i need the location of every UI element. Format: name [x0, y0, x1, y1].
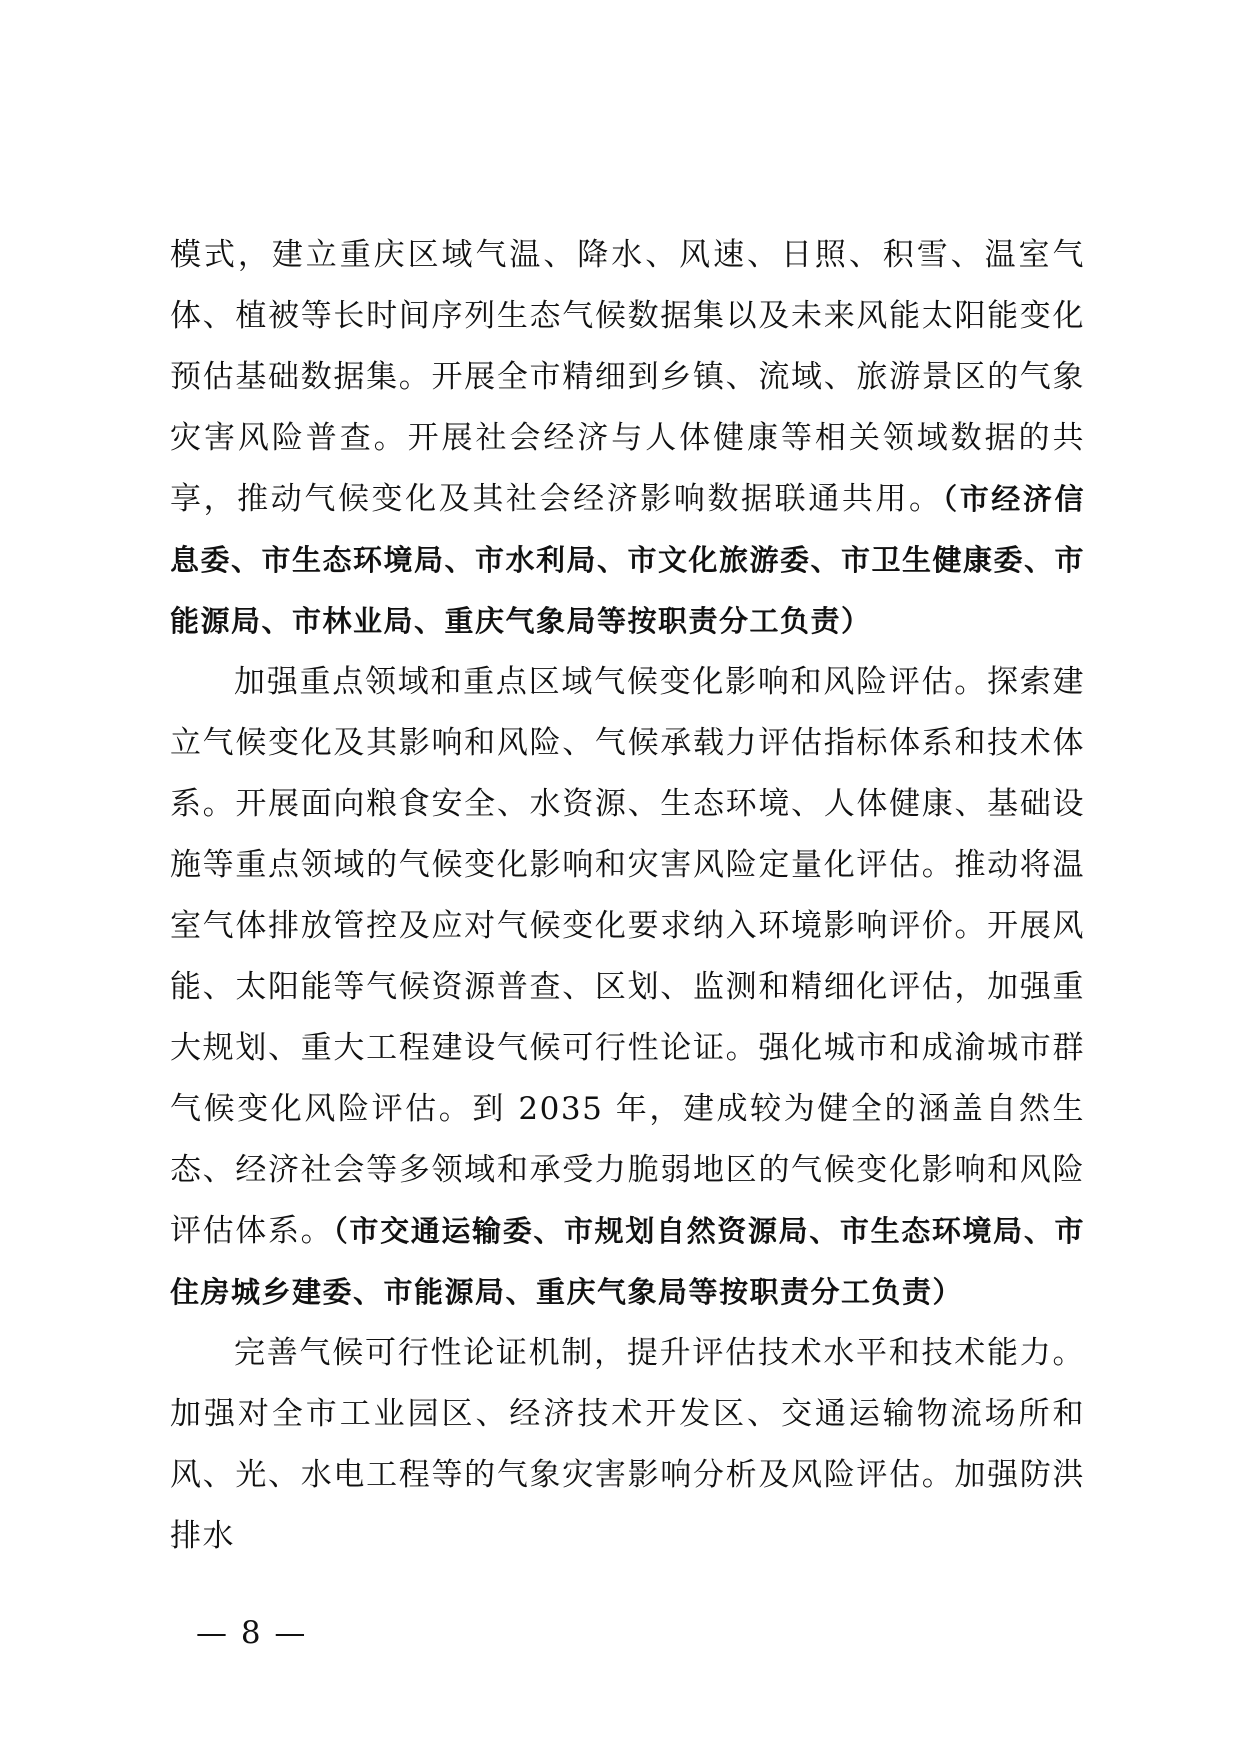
paragraph-text: 加强重点领域和重点区域气候变化影响和风险评估。探索建立气候变化及其影响和风险、气候承载力评估指标体系和技术体系。开展面向粮食安全、水资源、生态环境、人体健康、基础设施等重点领域的气候变化影响和灾害风险定量化评估。推动将温室气体排放管控及应对气候变化要求纳入环境影响评价。开展风能、太阳能等气候资源普查、区划、监测和精细化评估，加强重大规划、重大工程建设气候可行性论证。强化城市和成渝城市群气候变化风险评估。到 2035 年，建成较为健全的涵盖自然生态、经济社会等多领域和承受力脆弱地区的气候变化影响和风险评估体系。 — [170, 664, 1085, 1249]
responsibility-note: （市经济信息委、市生态环境局、市水利局、市文化旅游委、市卫生健康委、市能源局、市林业局、重庆气象局等按职责分工负责） — [170, 482, 1086, 638]
paragraph-feasibility-mechanism — [170, 1323, 1085, 1567]
page-number: — 8 — — [196, 1615, 308, 1651]
paragraph-text: 完善气候可行性论证机制，提升评估技术水平和技术能力。加强对全市工业园区、经济技术开发区、交通运输物流场所和风、光、水电工程等的气象灾害影响分析及风险评估。加强防洪排水 — [170, 1335, 1085, 1554]
paragraph-risk-assessment — [170, 652, 1085, 1323]
responsibility-note: （市交通运输委、市规划自然资源局、市生态环境局、市住房城乡建委、市能源局、重庆气象局等按职责分工负责） — [170, 1214, 1085, 1309]
paragraph-text: 模式，建立重庆区域气温、降水、风速、日照、积雪、温室气体、植被等长时间序列生态气候数据集以及未来风能太阳能变化预估基础数据集。开展全市精细到乡镇、流域、旅游景区的气象灾害风险普查。开展社会经济与人体健康等相关领域数据的共享，推动气候变化及其社会经济影响数据联通共用。 — [170, 237, 1085, 517]
paragraph-data-sharing — [170, 225, 1085, 652]
body-text — [170, 225, 1085, 1567]
